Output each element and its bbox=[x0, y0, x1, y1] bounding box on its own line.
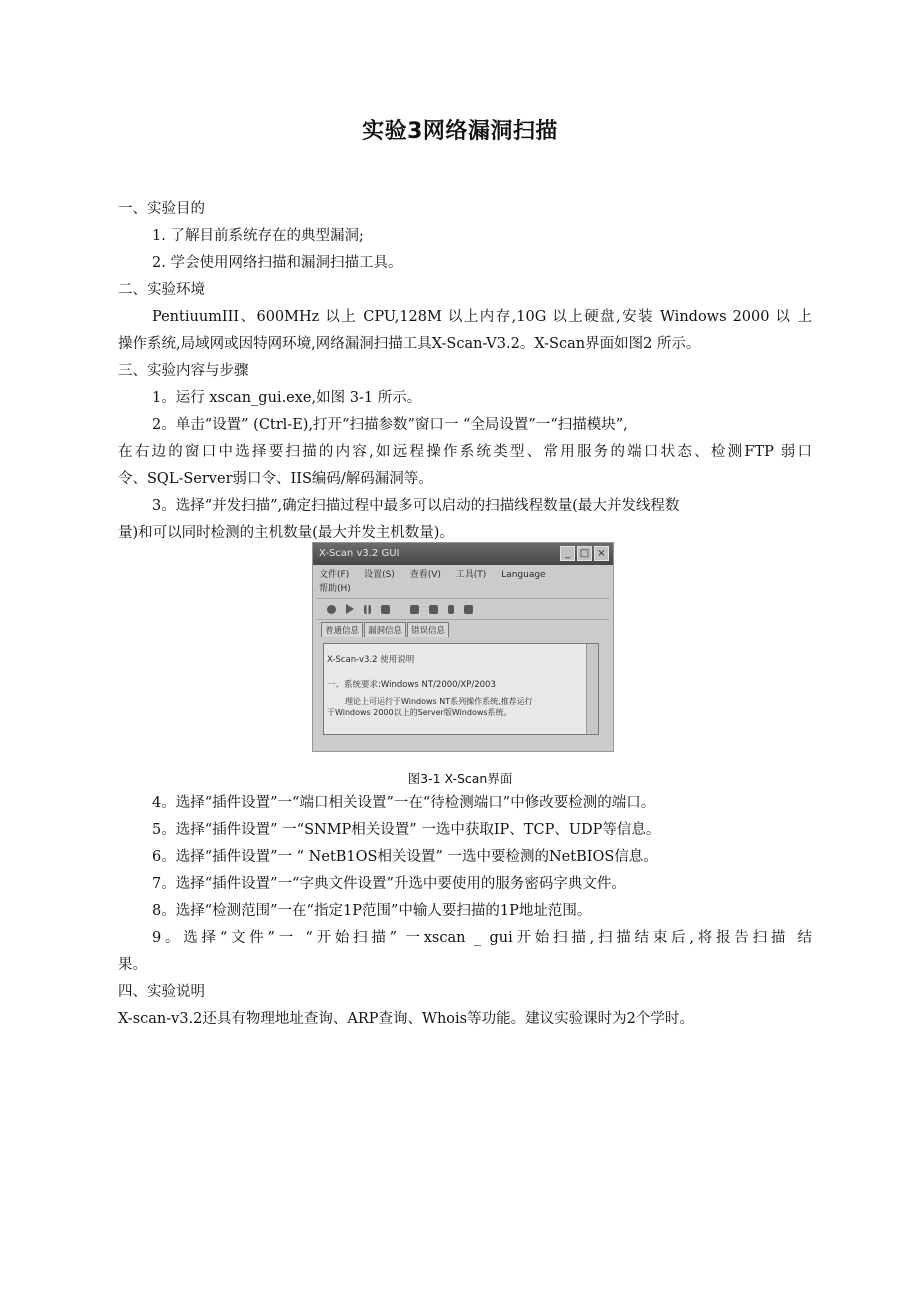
menu-settings: 设置(S) bbox=[364, 570, 395, 580]
step-7: 7。选择“插件设置”一“字典文件设置”升选中要使用的服务密码字典文件。 bbox=[152, 876, 626, 892]
content-scrollbar bbox=[586, 644, 598, 734]
step-2-line-3: 令、SQL-Server弱口令、IIS编码/解码漏洞等。 bbox=[118, 471, 433, 487]
menu-help: 帮助(H) bbox=[319, 584, 351, 594]
content-note-line-2: 于Windows 2000以上的Server版Windows系统。 bbox=[327, 708, 512, 717]
tab-error-info: 错误信息 bbox=[407, 622, 449, 637]
tab-general-info: 普通信息 bbox=[321, 622, 363, 637]
menu-language: Language bbox=[501, 570, 546, 580]
step-3-line-1: 3。选择“并发扫描”,确定扫描过程中最多可以启动的扫描线程数量(最大并发线程数 bbox=[152, 498, 680, 514]
purpose-item-2: 2. 学会使用网络扫描和漏洞扫描工具。 bbox=[152, 255, 403, 271]
step-2-line-2: 在右边的窗口中选择要扫描的内容,如远程操作系统类型、常用服务的端口状态、检测FTP 弱口 bbox=[118, 444, 812, 460]
section-heading-purpose: 一、实验目的 bbox=[118, 201, 205, 217]
section-heading-environment: 二、实验环境 bbox=[118, 282, 205, 298]
xscan-screenshot-figure bbox=[312, 542, 614, 752]
section-heading-steps: 三、实验内容与步骤 bbox=[118, 363, 249, 379]
step-9-line-1: 9。选择“文件”一 “开始扫描” 一xscan _ gui开始扫描,扫描结束后,将报告扫描 结 bbox=[152, 930, 812, 946]
content-heading: X-Scan-v3.2 使用说明 bbox=[327, 655, 415, 665]
step-1: 1。运行 xscan_gui.exe,如图 3-1 所示。 bbox=[152, 390, 422, 406]
content-note-line-1: 理论上可运行于Windows NT系列操作系统,推荐运行 bbox=[345, 697, 533, 706]
report-icon bbox=[410, 605, 419, 614]
window-content-pane bbox=[323, 643, 599, 735]
section-purpose bbox=[118, 196, 812, 547]
window-titlebar bbox=[313, 543, 613, 565]
step-2-line-1: 2。单击“设置” (Ctrl-E),打开“扫描参数”窗口一 “全局设置”一“扫描模块”, bbox=[152, 417, 628, 433]
step-6: 6。选择“插件设置”一 “ NetB1OS相关设置” 一选中要检测的NetBIOS信息。 bbox=[152, 849, 658, 865]
environment-text-line-1: PentiuumIII、600MHz 以上 CPU,128M 以上内存,10G 以上硬盘,安装 Windows 2000 以 上 bbox=[152, 309, 812, 325]
window-toolbar bbox=[317, 598, 609, 620]
step-9-line-2: 果。 bbox=[118, 957, 147, 973]
play-icon bbox=[346, 604, 354, 614]
user-icon bbox=[448, 605, 454, 614]
step-4: 4。选择“插件设置”一“端口相关设置”一在“待检测端口”中修改要检测的端口。 bbox=[152, 795, 656, 811]
settings-icon bbox=[327, 605, 336, 614]
tab-vulnerability-info: 漏洞信息 bbox=[364, 622, 406, 637]
window-controls bbox=[560, 546, 609, 561]
document-title: 实验3网络漏洞扫描 bbox=[362, 119, 558, 144]
step-8: 8。选择“检测范围”一在“指定1P范围”中输人要扫描的1P地址范围。 bbox=[152, 903, 592, 919]
step-5: 5。选择“插件设置” 一“SNMP相关设置” 一选中获取IP、TCP、UDP等信息。 bbox=[152, 822, 661, 838]
section-heading-notes: 四、实验说明 bbox=[118, 984, 205, 1000]
figure-caption: 图3-1 X-Scan界面 bbox=[407, 771, 513, 786]
menu-file: 文件(F) bbox=[319, 570, 350, 580]
window-tabs bbox=[313, 622, 613, 637]
content-requirement: 一、系统要求:Windows NT/2000/XP/2003 bbox=[327, 680, 496, 690]
list-icon bbox=[429, 605, 438, 614]
menu-tools: 工具(T) bbox=[455, 570, 487, 580]
window-menubar bbox=[313, 565, 613, 596]
section-steps-continued bbox=[118, 790, 812, 1033]
book-icon bbox=[464, 605, 473, 614]
purpose-item-1: 1. 了解目前系统存在的典型漏洞; bbox=[152, 228, 364, 244]
close-icon: × bbox=[594, 546, 609, 561]
maximize-icon: □ bbox=[577, 546, 592, 561]
menu-view: 查看(V) bbox=[409, 570, 441, 580]
minimize-icon: _ bbox=[560, 546, 575, 561]
step-3-line-2: 量)和可以同时检测的主机数量(最大并发主机数量)。 bbox=[118, 525, 454, 541]
stop-icon bbox=[381, 605, 390, 614]
notes-text: X-scan-v3.2还具有物理地址查询、ARP查询、Whois等功能。建议实验课时为2个学时。 bbox=[118, 1011, 694, 1027]
window-title: X-Scan v3.2 GUI bbox=[319, 548, 400, 559]
environment-text-line-2: 操作系统,局域网或因特网环境,网络漏洞扫描工具X-Scan-V3.2。X-Scan界面如图2 所示。 bbox=[118, 336, 701, 352]
pause-icon bbox=[364, 605, 371, 614]
